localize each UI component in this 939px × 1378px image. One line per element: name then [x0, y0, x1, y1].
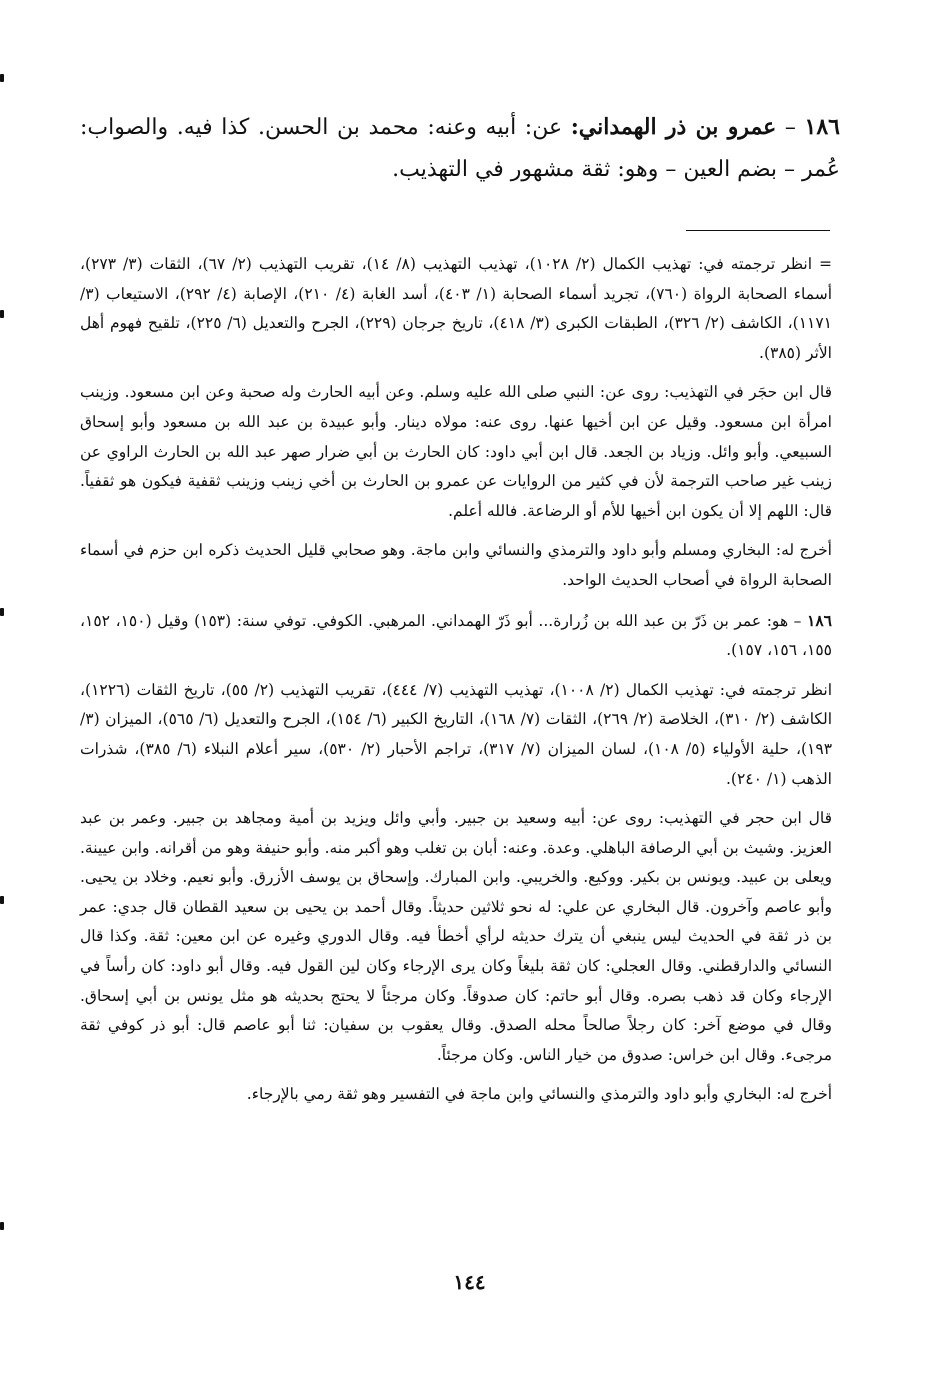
footnote-separator: [686, 230, 830, 231]
binding-mark: [0, 1222, 4, 1230]
footnote-references-1: = انظر ترجمته في: تهذيب الكمال (٢/ ١٠٢٨)، تهذيب التهذيب (٨/ ١٤)، تقريب التهذيب (٢/ ٦٧)، الثقات (٣/ ٢٧٣)، أسماء الصحابة الرواة (٧٦٠)، تجريد أسماء الصحابة (١/ ٤٠٣)، أسد الغابة (٤/ ٢١٠)، الإصابة (٤/ ٢٩٢)، الاستيعاب (٣/ ١١٧١)، الكاشف (٢/ ٣٢٦)، الطبقات الكبرى (٣/ ٤١٨)، تاريخ جرجان (٢٢٩)، الجرح والتعديل (٦/ ٢٢٥)، تلقيح فهوم أهل الأثر (٣٨٥).: [80, 255, 833, 362]
binding-mark: [0, 608, 4, 616]
footnote-biography-1: قال ابن حجَر في التهذيب: روى عن: النبي صلى الله عليه وسلم. وعن أبيه الحارث وله صحبة وعن ابن مسعود. وزينب امرأة ابن مسعود. وقيل عن ابن أخيها عنها. روى عنه: مولاه دينار. وأبو عبيدة بن عبد الله بن مسعود وأبو إسحاق السبيعي. وأبو وائل. وزياد بن الجعد. قال ابن أبي داود: كان الحارث بن أبي ضرار صهر عبد الله بن الحارث الراوي عن زينب غير صاحب الترجمة لأن في كثير من الروايات عن عمرو بن الحارث بن أخي زينب وزينب ثقفية فيكون هو ثقفياً. قال: اللهم إلا أن يكون ابن أخيها للأم أو الرضاعة. فالله أعلم.: [80, 383, 832, 520]
entry-text: عن: أبيه وعنه: محمد بن الحسن. كذا فيه. والصواب: عُمر – بضم العين – وهو: ثقة مشهور في التهذيب.: [80, 115, 840, 182]
footnote-entry-186: [80, 606, 832, 666]
binding-mark: [0, 74, 4, 82]
footnote-entry-number: ١٨٦: [807, 610, 832, 630]
footnotes: [80, 250, 832, 1120]
entry-number: ١٨٦: [804, 114, 840, 140]
page-number: ١٤٤: [453, 1270, 486, 1294]
footnote-references-2: انظر ترجمته في: تهذيب الكمال (٢/ ١٠٠٨)، تهذيب التهذيب (٧/ ٤٤٤)، تقريب التهذيب (٢/ ٥٥)، تاريخ الثقات (١٢٢٦)، الكاشف (٢/ ٣١٠)، الخلاصة (٢/ ٢٦٩)، الثقات (٧/ ١٦٨)، التاريخ الكبير (٦/ ١٥٤)، الجرح والتعديل (٦/ ٥٦٥)، الميزان (٣/ ١٩٣)، حلية الأولياء (٥/ ١٠٨)، لسان الميزان (٧/ ٣١٧)، تراجم الأحبار (٢/ ٥٣٠)، سير أعلام النبلاء (٦/ ٣٨٥)، شذرات الذهب (١/ ٢٤٠).: [80, 680, 833, 788]
binding-mark: [0, 896, 4, 904]
footnote-narrators-2: أخرج له: البخاري وأبو داود والترمذي والنسائي وابن ماجة في التفسير وهو ثقة رمي بالإرجاء.: [246, 1085, 832, 1104]
entry-dash: –: [776, 115, 805, 140]
footnote-biography-2: قال ابن حجر في التهذيب: روى عن: أبيه وسعيد بن جبير. وأبي وائل ويزيد بن أمية ومجاهد بن جبير. وعمر بن عبد العزيز. وشيث بن أبي الرصافة الباهلي. وعدة. وعنه: أبان بن تغلب وهو أكبر منه. وأبو حنيفة وهو من أقرانه. وابن عيينة. ويعلى بن عبيد. ويونس بن بكير. ووكيع. والخريبي. وابن المبارك. وإسحاق بن يوسف الأزرق. وأبو نعيم. وخلاد بن يحيى. وأبو عاصم وآخرون. قال البخاري عن علي: له نحو ثلاثين حديثاً. وقال أحمد بن يحيى بن سعيد القطان قال جدي: عمر بن ذر ثقة في الحديث ليس ينبغي أن يترك حديثه لرأي أخطأ فيه. وقال الدوري وغيره عن ابن معين: ثقة. وكذا قال النسائي والدارقطني. وقال العجلي: كان ثقة بليغاً وكان يرى الإرجاء وكان لين القول فيه. وقال أبو داود: كان رأساً في الإرجاء وكان قد ذهب بصره. وقال أبو حاتم: كان صدوقاً. وكان مرجئاً لا يحتج بحديثه هو مثل يونس بن أبي إسحاق. وقال في موضع آخر: كان رجلاً صالحاً محله الصدق. وقال يعقوب بن سفيان: ثنا أبو عاصم قال: أبو ذر كوفي ثقة مرجىء. وقال ابن خراس: صدوق من خيار الناس. وكان مرجئاً.: [80, 809, 832, 1064]
entry-heading: عمرو بن ذر الهمداني:: [570, 114, 777, 140]
main-entry: [80, 106, 840, 191]
footnote-narrators-1: أخرج له: البخاري ومسلم وأبو داود والترمذي والنسائي وابن ماجة. وهو صحابي قليل الحديث ذكره ابن حزم في أسماء الصحابة الرواة في أصحاب الحديث الواحد.: [80, 541, 832, 589]
binding-mark: [0, 310, 4, 318]
footnote-entry-text: – هو: عمر بن ذَرّ بن عبد الله بن زُرارة... أبو ذَرّ الهمداني. المرهبي. الكوفي. توفي سنة: (١٥٣) وقيل (١٥٠، ١٥٢، ١٥٥، ١٥٦، ١٥٧).: [80, 611, 832, 660]
